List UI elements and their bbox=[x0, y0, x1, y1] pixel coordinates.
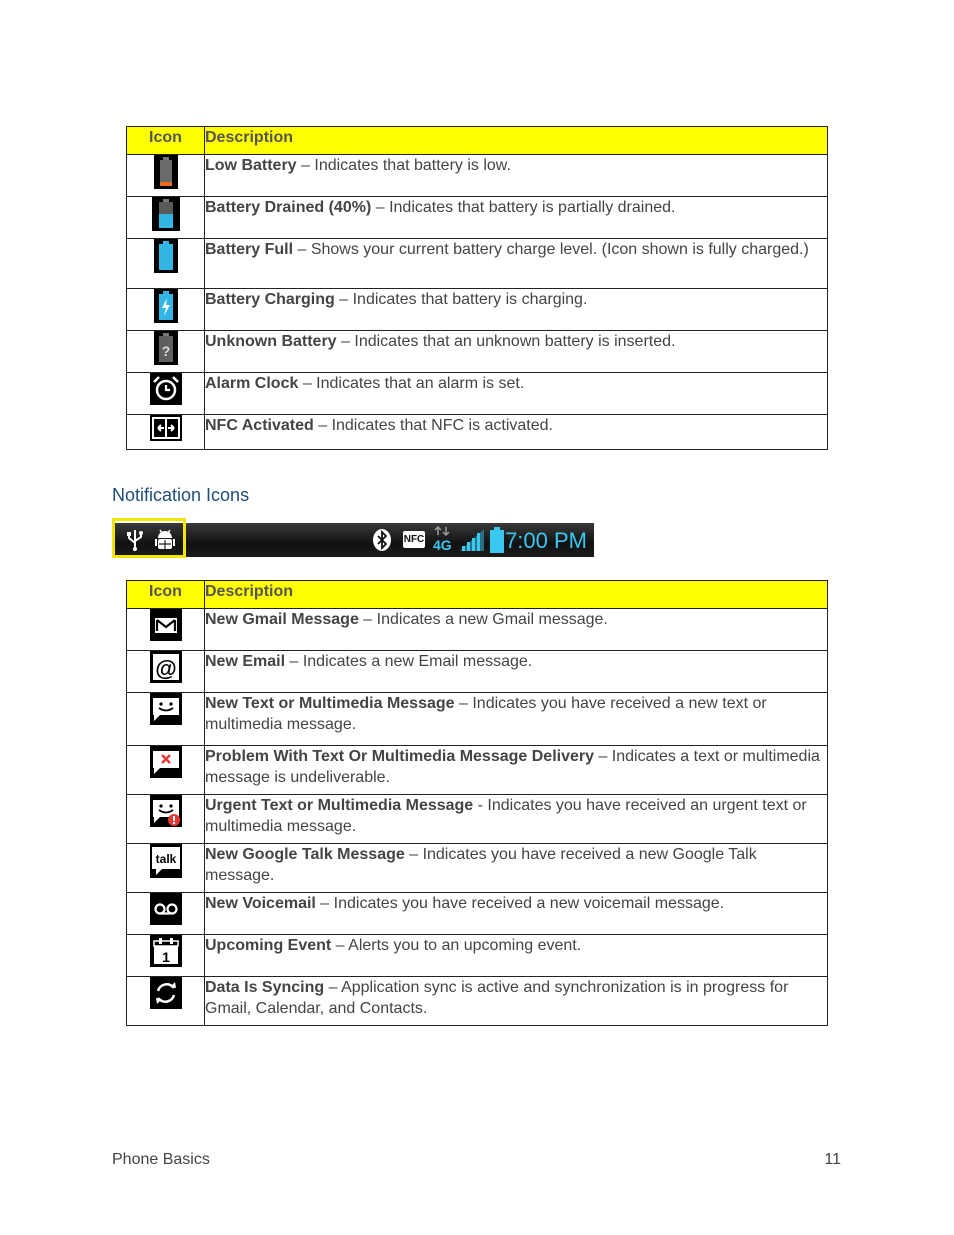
svg-text:?: ? bbox=[161, 343, 170, 359]
data-arrows-icon bbox=[434, 526, 450, 536]
google-talk-icon bbox=[150, 844, 182, 878]
description-column-header: Description bbox=[205, 581, 828, 609]
row-description: Indicates a new Email message. bbox=[302, 653, 533, 670]
low-battery-icon bbox=[154, 155, 178, 189]
4g-data-icon: 4G bbox=[432, 526, 454, 554]
icon-column-header: Icon bbox=[127, 127, 205, 155]
signal-icon bbox=[460, 529, 484, 551]
email-icon bbox=[150, 651, 182, 683]
table-row: Low Battery – Indicates that battery is low. bbox=[127, 155, 828, 197]
gmail-icon bbox=[150, 609, 182, 641]
table-row: NFC Activated – Indicates that NFC is activated. bbox=[127, 415, 828, 450]
battery-drained-icon bbox=[152, 197, 180, 231]
battery-icon bbox=[490, 527, 504, 553]
battery-full-icon bbox=[154, 239, 178, 273]
status-bar-time: 7:00 PM bbox=[505, 528, 587, 553]
row-title: New Google Talk Message bbox=[205, 846, 405, 863]
table-row: ? Unknown Battery – Indicates that an unknown battery is inserted. bbox=[127, 331, 828, 373]
row-title: New Gmail Message bbox=[205, 611, 359, 628]
message-failed-icon bbox=[150, 746, 182, 778]
notification-icons-table bbox=[126, 580, 828, 1026]
table-header-row bbox=[127, 127, 828, 155]
table-row: Data Is Syncing – Application sync is active and synchronization is in progress for Gmail, Calendar, and Contacts. bbox=[127, 977, 828, 1026]
row-title: Unknown Battery bbox=[205, 333, 337, 350]
alarm-clock-icon bbox=[150, 373, 182, 405]
row-description: Shows your current battery charge level. (Icon shown is fully charged.) bbox=[310, 241, 809, 258]
sync-icon bbox=[150, 977, 182, 1009]
footer-page-number: 11 bbox=[824, 1151, 841, 1168]
svg-text:talk: talk bbox=[155, 852, 176, 866]
row-description: Alerts you to an upcoming event. bbox=[348, 937, 582, 954]
table-row: Urgent Text or Multimedia Message - Indicates you have received an urgent text or multimedia message. bbox=[127, 795, 828, 844]
row-description: Indicates that NFC is activated. bbox=[331, 417, 553, 434]
table-row: Battery Drained (40%) – Indicates that battery is partially drained. bbox=[127, 197, 828, 239]
row-title: NFC Activated bbox=[205, 417, 314, 434]
row-title: Battery Charging bbox=[205, 291, 335, 308]
table-row: talk New Google Talk Message – Indicates you have received a new Google Talk message. bbox=[127, 844, 828, 893]
row-title: Battery Drained (40%) bbox=[205, 199, 372, 216]
row-description: Indicates you have received an urgent text or multimedia message. bbox=[205, 797, 807, 835]
calendar-event-icon bbox=[150, 935, 182, 967]
description-column-header: Description bbox=[205, 127, 828, 155]
section-title: Notification Icons bbox=[112, 485, 250, 505]
voicemail-icon bbox=[150, 893, 182, 925]
unknown-battery-icon bbox=[154, 331, 178, 365]
row-description: Indicates that battery is partially drained. bbox=[389, 199, 676, 216]
row-description: Indicates a text or multimedia message is undeliverable. bbox=[205, 748, 820, 786]
nfc-status-icon: NFC bbox=[403, 531, 425, 548]
row-description: Indicates that battery is charging. bbox=[352, 291, 588, 308]
table-row: Battery Full – Shows your current battery charge level. (Icon shown is fully charged.) bbox=[127, 239, 828, 289]
row-title: Upcoming Event bbox=[205, 937, 332, 954]
row-title: New Email bbox=[205, 653, 286, 670]
row-description: Indicates that an unknown battery is inserted. bbox=[354, 333, 676, 350]
table-row: New Text or Multimedia Message – Indicates you have received a new text or multimedia message. bbox=[127, 693, 828, 746]
row-description: Indicates that an alarm is set. bbox=[316, 375, 525, 392]
row-description: Indicates you have received a new text or multimedia message. bbox=[205, 695, 767, 733]
table-row: Battery Charging – Indicates that battery is charging. bbox=[127, 289, 828, 331]
urgent-message-icon bbox=[150, 795, 182, 827]
svg-text:1: 1 bbox=[161, 949, 170, 965]
table-row: New Gmail Message – Indicates a new Gmail message. bbox=[127, 609, 828, 651]
bluetooth-icon bbox=[372, 528, 392, 552]
row-title: Battery Full bbox=[205, 241, 294, 258]
row-description: Application sync is active and synchronization is in progress for Gmail, Calendar, and Contacts. bbox=[205, 979, 789, 1017]
row-description: Indicates that battery is low. bbox=[314, 157, 511, 174]
row-title: Alarm Clock bbox=[205, 375, 299, 392]
table-row: Problem With Text Or Multimedia Message Delivery – Indicates a text or multimedia message is undeliverable. bbox=[127, 746, 828, 795]
row-description: Indicates you have received a new Google Talk message. bbox=[205, 846, 757, 884]
row-title: Low Battery bbox=[205, 157, 297, 174]
text-message-icon bbox=[150, 693, 182, 725]
svg-text:@: @ bbox=[154, 656, 177, 681]
table-header-row bbox=[127, 581, 828, 609]
row-description: Indicates you have received a new voicemail message. bbox=[333, 895, 725, 912]
footer-section-name: Phone Basics bbox=[112, 1151, 210, 1168]
table-row: Alarm Clock – Indicates that an alarm is set. bbox=[127, 373, 828, 415]
battery-charging-icon bbox=[154, 289, 178, 323]
status-icons-table bbox=[126, 126, 828, 450]
highlight-box bbox=[112, 518, 186, 558]
table-row: New Voicemail – Indicates you have received a new voicemail message. bbox=[127, 893, 828, 935]
row-description: Indicates a new Gmail message. bbox=[376, 611, 608, 628]
row-title: Data Is Syncing bbox=[205, 979, 325, 996]
icon-column-header: Icon bbox=[127, 581, 205, 609]
row-title: Urgent Text or Multimedia Message bbox=[205, 797, 474, 814]
row-title: New Voicemail bbox=[205, 895, 316, 912]
table-row: 1 Upcoming Event – Alerts you to an upcoming event. bbox=[127, 935, 828, 977]
row-title: Problem With Text Or Multimedia Message Delivery bbox=[205, 748, 594, 765]
nfc-icon bbox=[150, 415, 182, 441]
table-row: @ New Email – Indicates a new Email message. bbox=[127, 651, 828, 693]
row-title: New Text or Multimedia Message bbox=[205, 695, 455, 712]
